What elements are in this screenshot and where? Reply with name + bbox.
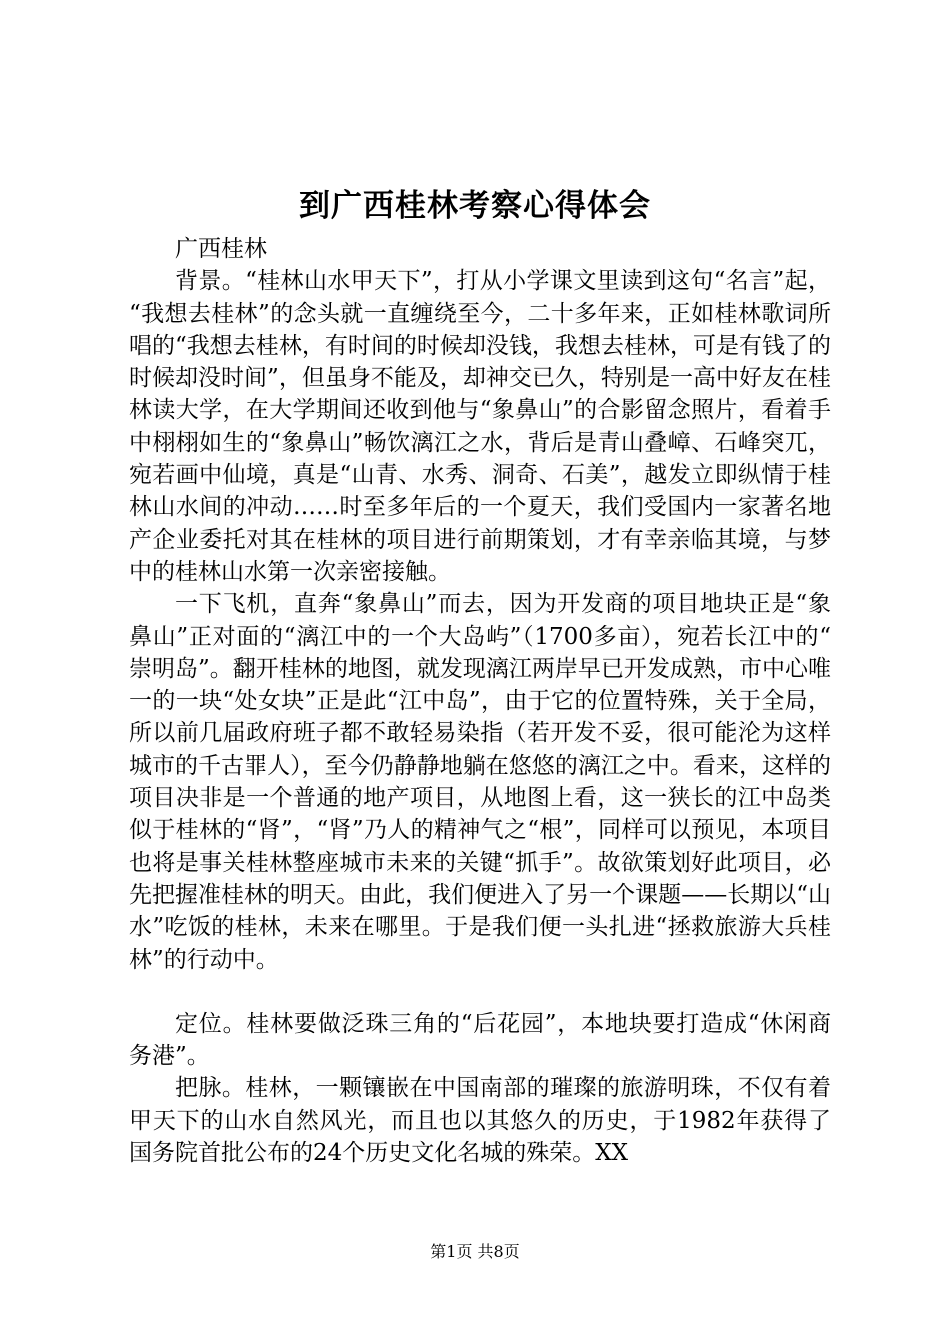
- paragraph-background: 背景。“桂林山水甲天下”，打从小学课文里读到这句“名言”起，“我想去桂林”的念头就一直缠绕至今，二十多年来，正如桂林歌词所唱的“我想去桂林，有时间的时候却没钱，我想去桂林，可是有钱了的时候却没时间”，但虽身不能及，却神交已久，特别是一高中好友在桂林读大学，在大学期间还收到他与“象鼻山”的合影留念照片，看着手中栩栩如生的“象鼻山”畅饮漓江之水，背后是青山叠嶂、石峰突兀，宛若画中仙境，真是“山青、水秀、洞奇、石美”，越发立即纵情于桂林山水间的冲动……时至多年后的一个夏天，我们受国内一家著名地产企业委托对其在桂林的项目进行前期策划，才有幸亲临其境，与梦中的桂林山水第一次亲密接触。: [129, 268, 831, 585]
- document-title: 到广西桂林考察心得体会: [299, 188, 651, 224]
- section-heading: 广西桂林: [175, 236, 267, 262]
- paragraph-positioning: 定位。桂林要做泛珠三角的“后花园”，本地块要打造成“休闲商务港”。: [129, 1010, 831, 1070]
- paragraph-diagnosis: 把脉。桂林，一颗镶嵌在中国南部的璀璨的旅游明珠，不仅有着甲天下的山水自然风光，而且也以其悠久的历史，于1982年获得了国务院首批公布的24个历史文化名城的殊荣。XX: [129, 1075, 831, 1167]
- document-body: [129, 233, 831, 1169]
- paragraph-site-visit: 一下飞机，直奔“象鼻山”而去，因为开发商的项目地块正是“象鼻山”正对面的“漓江中的一个大岛屿”（1700多亩），宛若长江中的“崇明岛”。翻开桂林的地图，就发现漓江两岸早已开发成熟，市中心唯一的一块“处女块”正是此“江中岛”，由于它的位置特殊，关于全局，所以前几届政府班子都不敢轻易染指（若开发不妥，很可能沦为这样城市的千古罪人），至今仍静静地躺在悠悠的漓江之中。看来，这样的项目决非是一个普通的地产项目，从地图上看，这一狭长的江中岛类似于桂林的“肾”，“肾”乃人的精神气之“根”，同样可以预见，本项目也将是事关桂林整座城市未来的关键“抓手”。故欲策划好此项目，必先把握准桂林的明天。由此，我们便进入了另一个课题——长期以“山水”吃饭的桂林，未来在哪里。于是我们便一头扎进“拯救旅游大兵桂林”的行动中。: [129, 591, 831, 973]
- page-number: 第1页 共8页: [430, 1242, 520, 1261]
